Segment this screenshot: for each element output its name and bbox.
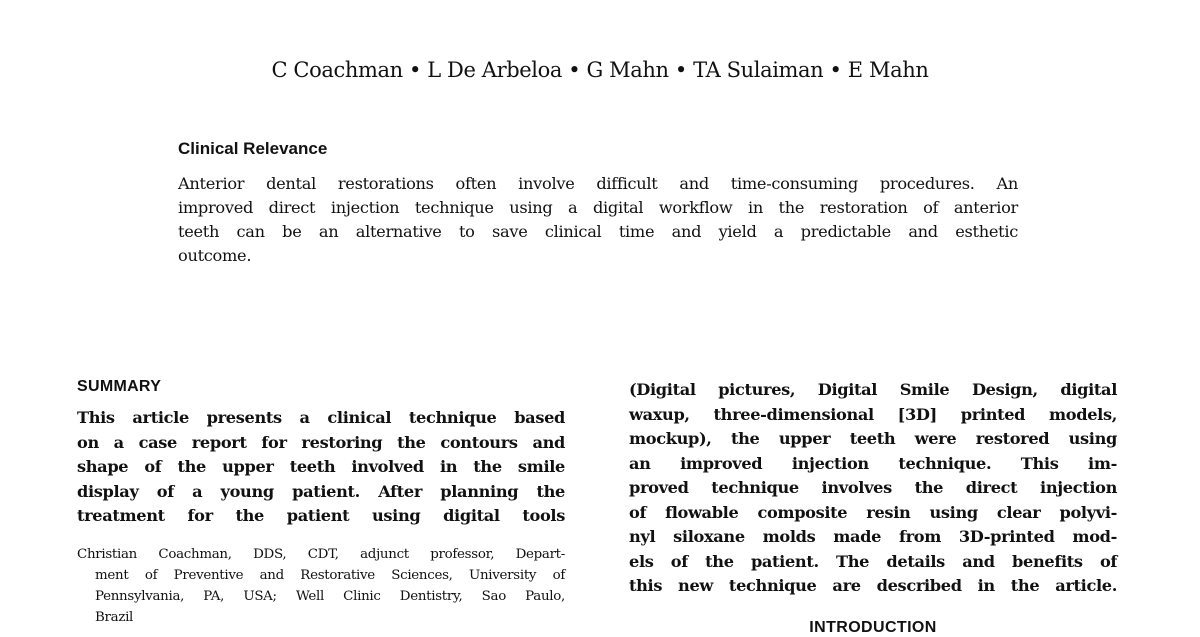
affiliation-line: Christian Coachman, DDS, CDT, adjunct professor, Depart- bbox=[77, 547, 565, 562]
affiliation-line: Pennsylvania, PA, USA; Well Clinic Dentistry, Sao Paulo, bbox=[95, 589, 565, 604]
clinical-relevance-line: outcome. bbox=[178, 246, 252, 265]
affiliation-line: Brazil bbox=[95, 610, 134, 625]
clinical-relevance-line: Anterior dental restorations often involve difficult and time-consuming procedures. An bbox=[178, 174, 1018, 193]
summary-line: This article presents a clinical technique based bbox=[77, 408, 565, 427]
clinical-relevance-text bbox=[178, 172, 1018, 268]
summary-line: nyl siloxane molds made from 3D-printed mod- bbox=[629, 527, 1117, 546]
summary-line: treatment for the patient using digital tools bbox=[77, 506, 565, 525]
summary-line: of flowable composite resin using clear polyvi- bbox=[629, 502, 1117, 522]
summary-line: (Digital pictures, Digital Smile Design, digital bbox=[629, 380, 1117, 399]
summary-line: proved technique involves the direct injection bbox=[629, 478, 1117, 497]
summary-line: els of the patient. The details and benefits of bbox=[629, 551, 1117, 571]
summary-line: on a case report for restoring the contours and bbox=[77, 432, 565, 452]
affiliation-line: ment of Preventive and Restorative Sciences, University of bbox=[95, 568, 565, 583]
author-affiliation bbox=[77, 544, 565, 628]
author-list: C Coachman • L De Arbeloa • G Mahn • TA Sulaiman • E Mahn bbox=[271, 58, 929, 82]
clinical-relevance-heading: Clinical Relevance bbox=[178, 139, 328, 158]
summary-heading: SUMMARY bbox=[77, 378, 162, 395]
clinical-relevance-line: improved direct injection technique using a digital workflow in the restoration of anterior bbox=[178, 198, 1018, 217]
summary-line: mockup), the upper teeth were restored using bbox=[629, 429, 1117, 448]
summary-line: shape of the upper teeth involved in the smile bbox=[77, 457, 565, 476]
summary-line: an improved injection technique. This im- bbox=[629, 453, 1117, 473]
summary-right-column bbox=[629, 378, 1117, 599]
introduction-heading: INTRODUCTION bbox=[809, 619, 937, 636]
summary-line: waxup, three-dimensional [3D] printed models, bbox=[629, 404, 1117, 424]
clinical-relevance-line: teeth can be an alternative to save clinical time and yield a predictable and esthetic bbox=[178, 222, 1018, 241]
summary-line: display of a young patient. After planning the bbox=[77, 481, 565, 501]
summary-left-column bbox=[77, 406, 565, 529]
summary-line: this new technique are described in the article. bbox=[629, 576, 1117, 595]
